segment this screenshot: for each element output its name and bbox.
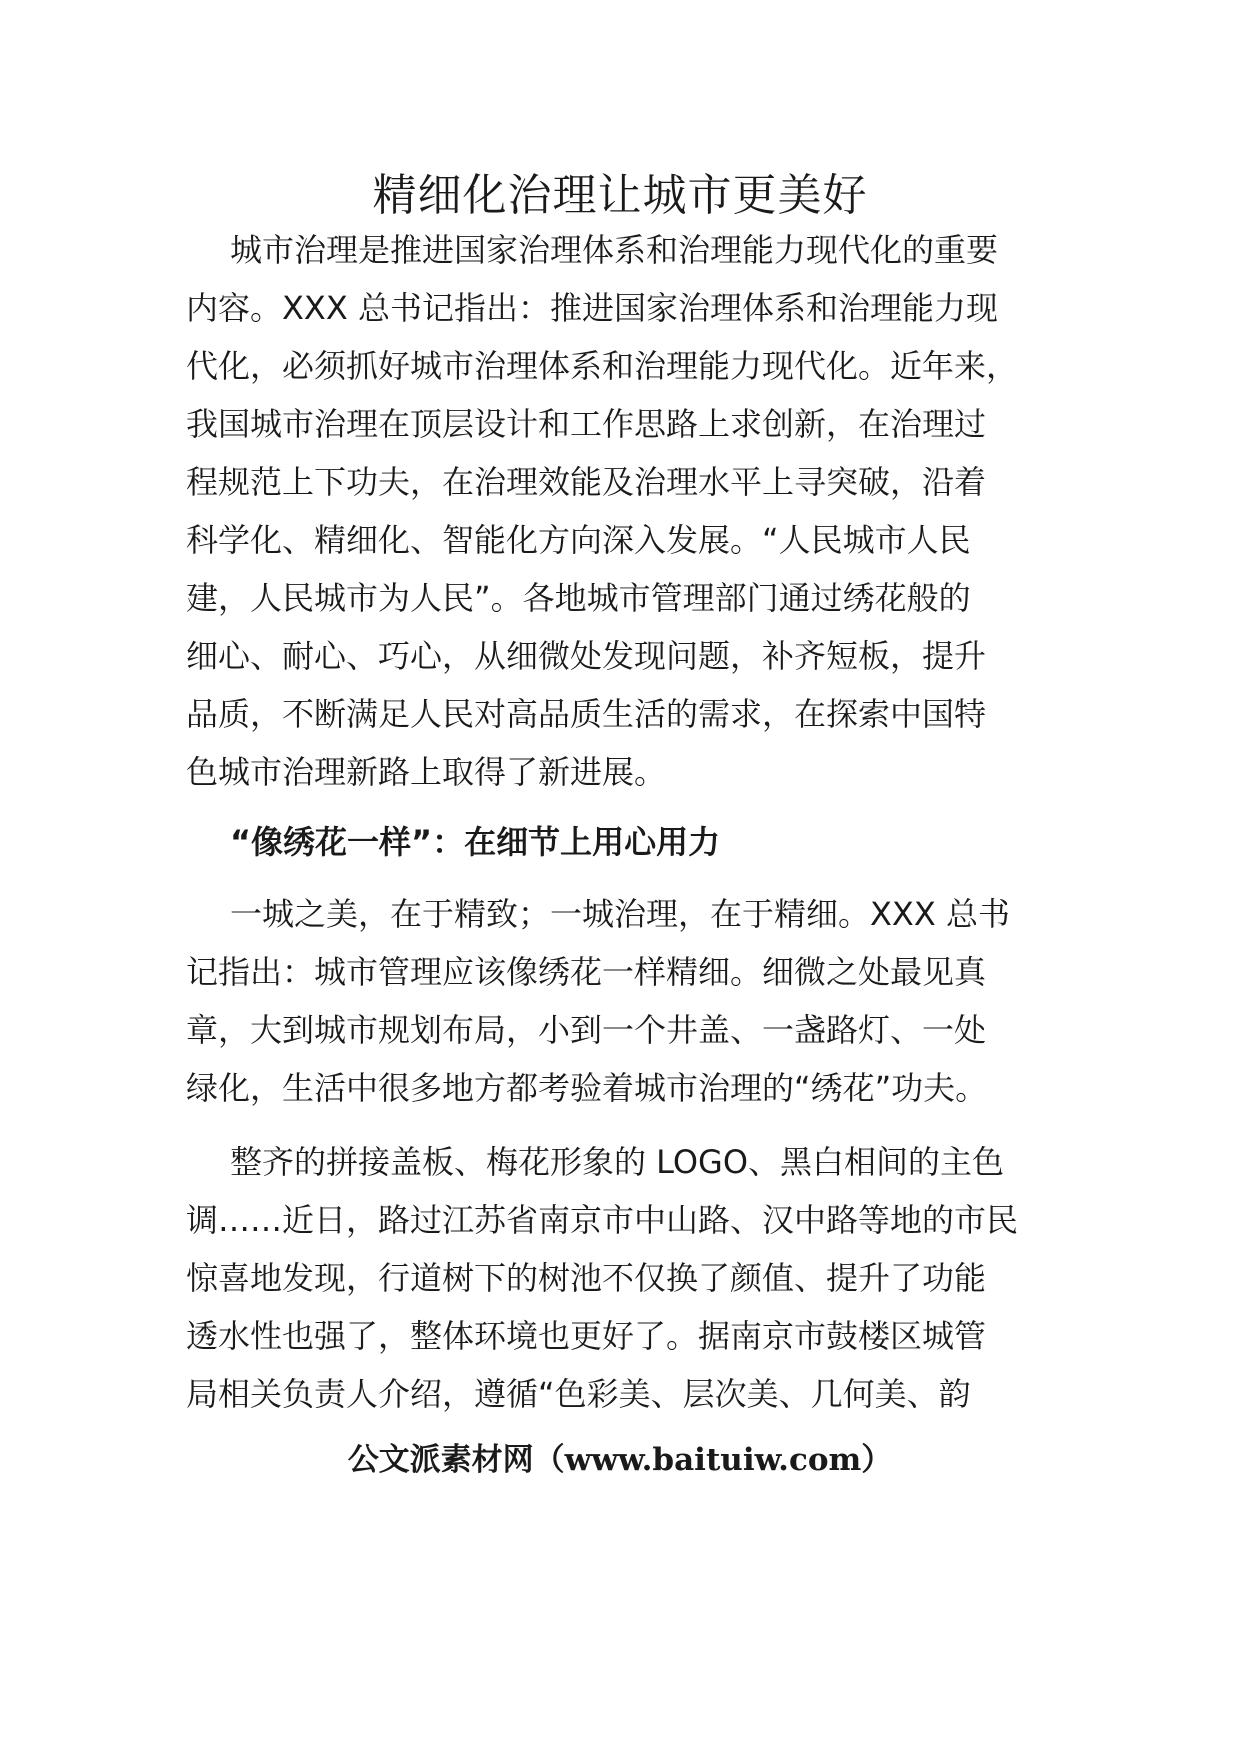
paragraph-line: 绿化，生活中很多地方都考验着城市治理的“绣花”功夫。 <box>186 1069 988 1107</box>
paragraph-line: 惊喜地发现，行道树下的树池不仅换了颜值、提升了功能 <box>186 1259 987 1297</box>
section-heading: “像绣花一样”：在细节上用心用力 <box>230 823 721 861</box>
paragraph-line: 整齐的拼接盖板、梅花形象的 LOGO、黑白相间的主色 <box>230 1143 1005 1181</box>
paragraph-line: 品质，不断满足人民对高品质生活的需求，在探索中国特 <box>186 695 987 733</box>
paragraph-line: 科学化、精细化、智能化方向深入发展。“人民城市人民 <box>186 521 971 559</box>
footer-source: 公文派素材网（www.baituiw.com） <box>347 1442 893 1478</box>
paragraph-line: 色城市治理新路上取得了新进展。 <box>186 753 667 791</box>
paragraph-line: 章，大到城市规划布局，小到一个井盖、一盏路灯、一处 <box>186 1011 987 1049</box>
document-title: 精细化治理让城市更美好 <box>372 170 868 221</box>
paragraph-line: 细心、耐心、巧心，从细微处发现问题，补齐短板，提升 <box>186 637 987 675</box>
paragraph-line: 记指出：城市管理应该像绣花一样精细。细微之处最见真 <box>186 953 987 991</box>
paragraph-line: 代化，必须抓好城市治理体系和治理能力现代化。近年来， <box>186 347 1019 385</box>
paragraph-line: 建，人民城市为人民”。各地城市管理部门通过绣花般的 <box>186 579 971 617</box>
paragraph-line: 我国城市治理在顶层设计和工作思路上求创新，在治理过 <box>186 405 987 443</box>
paragraph-line: 一城之美，在于精致；一城治理，在于精细。XXX 总书 <box>230 895 1010 933</box>
paragraph-line: 调……近日，路过江苏省南京市中山路、汉中路等地的市民 <box>186 1201 1019 1239</box>
paragraph-line: 透水性也强了，整体环境也更好了。据南京市鼓楼区城管 <box>186 1317 987 1355</box>
paragraph-line: 内容。XXX 总书记指出：推进国家治理体系和治理能力现 <box>186 289 998 327</box>
paragraph-line: 城市治理是推进国家治理体系和治理能力现代化的重要 <box>230 231 999 269</box>
paragraph-line: 局相关负责人介绍，遵循“色彩美、层次美、几何美、韵 <box>186 1375 971 1413</box>
paragraph-line: 程规范上下功夫，在治理效能及治理水平上寻突破，沿着 <box>186 463 987 501</box>
